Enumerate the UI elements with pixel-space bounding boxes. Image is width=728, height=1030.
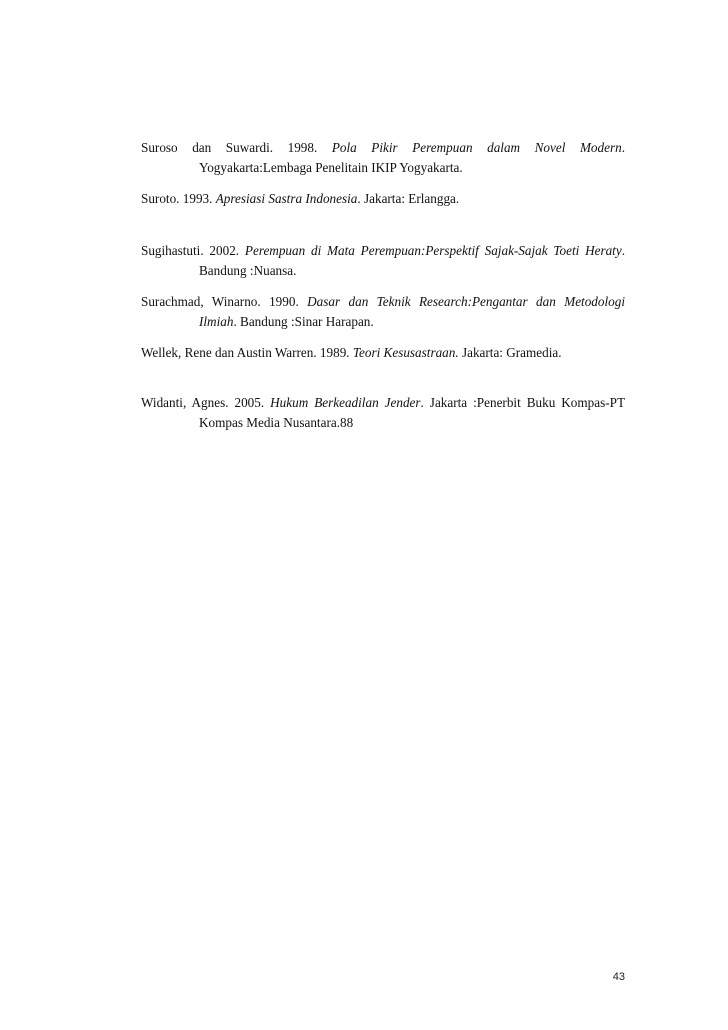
reference-entry bbox=[141, 189, 625, 209]
reference-publisher: . Yogyakarta:Lembaga Penelitain IKIP Yogyakarta. bbox=[199, 140, 625, 175]
reference-title: Dasar dan Teknik Research:Pengantar dan Metodologi Ilmiah bbox=[199, 294, 626, 329]
reference-title: Perempuan di Mata Perempuan:Perspektif Sajak-Sajak Toeti Heraty bbox=[244, 243, 622, 258]
reference-title: Hukum Berkeadilan Jender bbox=[270, 395, 421, 410]
reference-entry bbox=[141, 343, 625, 363]
reference-author-year: Suroso dan Suwardi. 1998. bbox=[141, 140, 332, 155]
reference-title: Pola Pikir Perempuan dalam Novel Modern bbox=[331, 140, 622, 155]
page-number: 43 bbox=[612, 971, 625, 983]
reference-publisher: Jakarta: Gramedia. bbox=[458, 345, 562, 360]
reference-author-year: Widanti, Agnes. 2005. bbox=[141, 395, 271, 410]
reference-publisher: . Bandung :Nuansa. bbox=[199, 243, 625, 278]
reference-entry bbox=[141, 292, 625, 332]
reference-title: Apresiasi Sastra Indonesia bbox=[215, 191, 358, 206]
reference-author-year: Surachmad, Winarno. 1990. bbox=[141, 294, 308, 309]
reference-publisher: . Jakarta: Erlangga. bbox=[357, 191, 460, 206]
reference-entry bbox=[141, 138, 625, 178]
reference-entry bbox=[141, 393, 625, 433]
reference-title: Teori Kesusastraan. bbox=[352, 345, 459, 360]
reference-author-year: Sugihastuti. 2002. bbox=[141, 243, 245, 258]
reference-entry bbox=[141, 241, 625, 281]
reference-author-year: Suroto. 1993. bbox=[141, 191, 216, 206]
reference-publisher: . Bandung :Sinar Harapan. bbox=[233, 314, 374, 329]
reference-author-year: Wellek, Rene dan Austin Warren. 1989. bbox=[141, 345, 353, 360]
reference-publisher: . Jakarta :Penerbit Buku Kompas-PT Kompas Media Nusantara.88 bbox=[199, 395, 626, 430]
